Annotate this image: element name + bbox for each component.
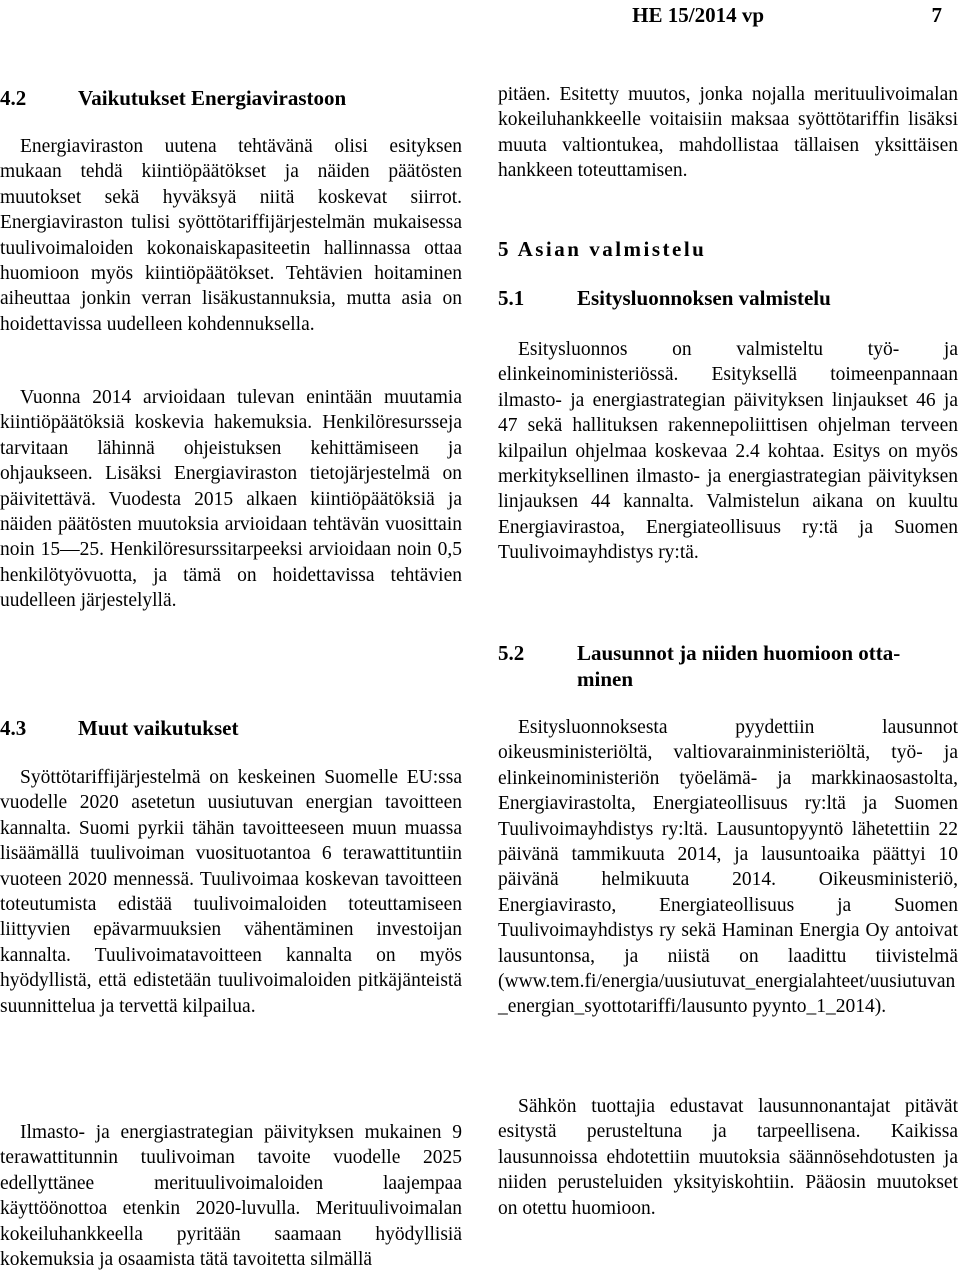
paragraph-5-2-a: Esitysluonnoksesta pyydettiin lausunnot oikeusministeriöltä, valtiovarainministeriöltä, työ- ja elinkeinoministeriön työelämä- ja markkinaosastolta, Energiavirastolta, Energiateollisuus ry:ltä ja Suomen Tuulivoimayhdistys ry:ltä. Lausuntopyyntö lähetettiin 22 päivänä tammikuuta 2014, ja lausuntoaika päättyi 10 päivänä helmikuuta 2014. Oikeusministeriö, Energiavirasto, Energiateollisuus ja Suomen Tuulivoimayhdistys ry sekä Haminan Energia Oy antoivat lausuntonsa, ja niistä on laadittu tiivistelmä (www.tem.fi/energia/uusiutuvat_energialahteet/uusiutuvan_energian_syottotariffi/lausunto pyynto_1_2014).: [498, 717, 958, 1018]
section-title-line-1: Lausunnot ja niiden huomioon otta-: [577, 641, 901, 665]
section-title: Vaikutukset Energiavirastoon: [78, 86, 347, 110]
document-id: HE 15/2014 vp: [632, 3, 764, 27]
section-number: 5.2: [498, 641, 525, 665]
paragraph-4-2-a: Energiaviraston uutena tehtävänä olisi esityksen mukaan tehdä kiintiöpäätökset ja näiden päätösten muutokset sekä hyväksyä niitä koskevat siirrot. Energiaviraston tulisi syöttötariffijärjestelmän mukaisessa tuulivoimaloiden kokonaiskapasiteetin hallinnassa ottaa huomioon myös kiintiöpäätökset. Tehtävien hoitaminen aiheuttaa jonkin verran lisäkustannuksia, mutta asia on hoidettavissa uudelleen kohdennuksella.: [0, 136, 462, 335]
paragraph-4-3-a: Syöttötariffijärjestelmä on keskeinen Suomelle EU:ssa vuodelle 2020 asetetun uusiutuvan energian tavoitteen kannalta. Suomi pyrkii tähän tavoitteeseen muun muassa lisäämällä tuulivoiman vuosituotantoa 6 terawattituntiin vuoteen 2020 mennessä. Tuulivoimaa koskevan tavoitteen toteutumista edistää tuulivoimaloiden toteuttamiseen liittyvien epävarmuuksien vähentäminen investoijan kannalta. Tuulivoimatavoitteen kannalta on myös hyödyllistä, että edistetään tuulivoimaloiden pitkäjänteistä suunnittelua ja tervettä kilpailua.: [0, 767, 462, 1017]
section-number: 4.2: [0, 86, 27, 110]
section-number: 5.1: [498, 286, 525, 310]
page-number: 7: [931, 3, 942, 27]
section-title-line-2: minen: [577, 667, 634, 691]
section-number: 4.3: [0, 716, 27, 740]
paragraph-4-3-b: Ilmasto- ja energiastrategian päivityksen mukainen 9 terawattitunnin tuulivoiman tavoite vuodelle 2025 edellyttänee merituulivoimaloiden laajempaa käyttöönottoa etenkin 2020-luvulla. Merituulivoimalan kokeiluhankkeella pyritään saamaan hyödyllisiä kokemuksia ja osaamista tätä tavoitetta silmällä: [0, 1122, 462, 1271]
section-title: Muut vaikutukset: [78, 716, 239, 740]
section-title: Esitysluonnoksen valmistelu: [577, 286, 831, 310]
paragraph-5-2-b: Sähkön tuottajia edustavat lausunnonantajat pitävät esitystä perusteltuna ja tarpeellisena. Kaikissa lausunnoissa ehdotettiin muutoksia säännösehdotusten ja niiden perusteluiden yksityiskohtiin. Pääosin muutokset on otettu huomioon.: [498, 1096, 958, 1219]
paragraph-5-1: Esitysluonnos on valmisteltu työ- ja elinkeinoministeriössä. Esityksellä toimeenpannaan ilmasto- ja energiastrategian päivityksen linjaukset 46 ja 47 sekä hallituksen rakennepoliittisen ohjelman terveen kilpailun ohjelmaa koskevaa 2.4 kohtaa. Esitys on myös merkityksellinen ilmasto- ja energiastrategian päivityksen linjauksen 44 kannalta. Valmistelun aikana on kuultu Energiavirastoa, Energiateollisuus ry:tä ja Suomen Tuulivoimayhdistys ry:tä.: [498, 339, 958, 564]
paragraph-4-2-b: Vuonna 2014 arvioidaan tulevan enintään muutamia kiintiöpäätöksiä koskevia hakemuksia. Henkilöresursseja tarvitaan lähinnä ohjeistuksen kehittämiseen ja ohjaukseen. Lisäksi Energiaviraston tietojärjestelmä on päivitettävä. Vuodesta 2015 alkaen kiintiöpäätöksiä ja näiden päätösten muutoksia arvioidaan tehtävän vuosittain noin 15—25. Henkilöresurssitarpeeksi arvioidaan noin 0,5 henkilötyövuotta, ja tämä on hoidettavissa tehtävien uudelleen järjestelyllä.: [0, 387, 462, 612]
section-heading-5: 5 Asian valmistelu: [498, 237, 707, 261]
running-header: [0, 3, 960, 31]
section-heading-5-2: [498, 640, 960, 692]
paragraph-continuation: pitäen. Esitetty muutos, jonka nojalla merituulivoimalan kokeiluhankkeelle voitaisiin maksaa syöttötariffin lisäksi muuta valtiontukea, mahdollistaa tällaisen yksittäisen hankkeen toteuttamisen.: [498, 84, 958, 182]
